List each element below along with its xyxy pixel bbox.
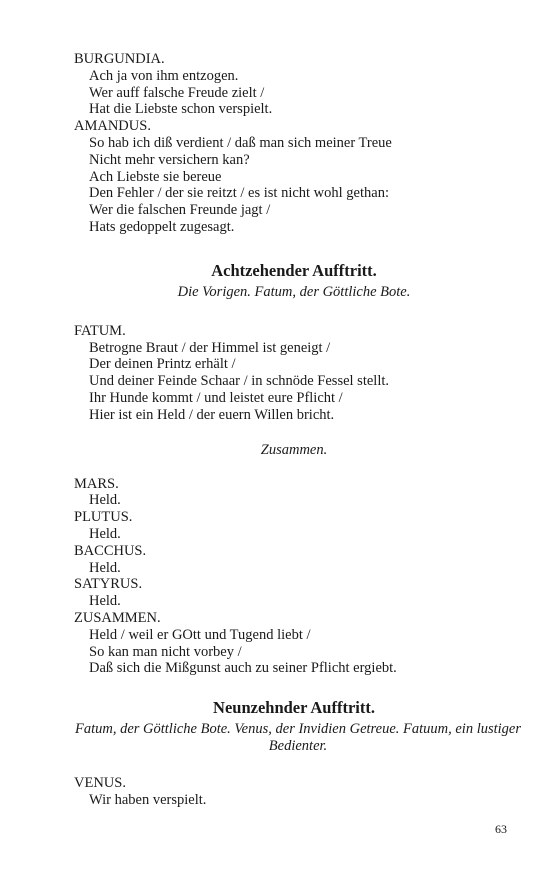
verse-line: Held. [89,492,121,509]
stage-direction-together: Zusammen. [260,441,328,458]
verse-line: Wer die falschen Freunde jagt / [89,202,271,219]
page-body [74,51,522,809]
scene-description: Die Vorigen. Fatum, der Göttliche Bote. [177,283,411,300]
speaker-plutus: PLUTUS. [74,509,133,526]
speaker-burgundia: BURGUNDIA. [74,51,165,67]
verse-line: So hab ich diß verdient / daß man sich meiner Treue [89,134,392,151]
page-number: 63 [495,822,507,836]
verse-line: Held. [89,593,121,610]
verse-line: Und deiner Feinde Schaar / in schnöde Fessel stellt. [89,373,390,390]
verse-line: Hats gedoppelt zugesagt. [89,218,235,235]
verse-line: Betrogne Braut / der Himmel ist geneigt / [89,339,331,356]
speaker-bacchus: BACCHUS. [74,542,147,559]
verse-line: Held. [89,559,121,576]
verse-line: Nicht mehr versichern kan? [89,151,250,168]
verse-line: Hier ist ein Held / der euern Willen bricht. [89,406,335,423]
verse-line: So kan man nicht vorbey / [89,643,242,660]
speaker-satyrus: SATYRUS. [74,576,143,593]
verse-line: Held. [89,525,121,542]
verse-line: Ach ja von ihm entzogen. [89,67,239,84]
verse-line: Wir haben verspielt. [89,791,207,808]
speaker-fatum: FATUM. [74,322,126,339]
verse-line: Ach Liebste sie bereue [89,168,222,185]
verse-line: Daß sich die Mißgunst auch zu seiner Pflicht ergiebt. [89,660,397,677]
speaker-amandus: AMANDUS. [74,118,151,135]
speaker-venus: VENUS. [74,775,126,792]
verse-line: Ihr Hunde kommt / und leistet eure Pflicht / [89,389,343,406]
scene-title: Neunzehnder Aufftritt. [213,698,375,718]
speaker-mars: MARS. [74,475,119,492]
verse-line: Hat die Liebste schon verspielt. [89,101,273,118]
verse-line: Held / weil er GOtt und Tugend liebt / [89,626,311,643]
verse-line: Der deinen Printz erhält / [89,356,236,373]
scene-description: Fatum, der Göttliche Bote. Venus, der Invidien Getreue. Fatuum, ein lustiger Bedienter. [74,721,522,755]
verse-line: Wer auff falsche Freude zielt / [89,84,265,101]
scene-title: Achtzehender Aufftritt. [211,260,377,280]
verse-line: Den Fehler / der sie reitzt / es ist nicht wohl gethan: [89,185,389,202]
speaker-zusammen: ZUSAMMEN. [74,609,161,626]
